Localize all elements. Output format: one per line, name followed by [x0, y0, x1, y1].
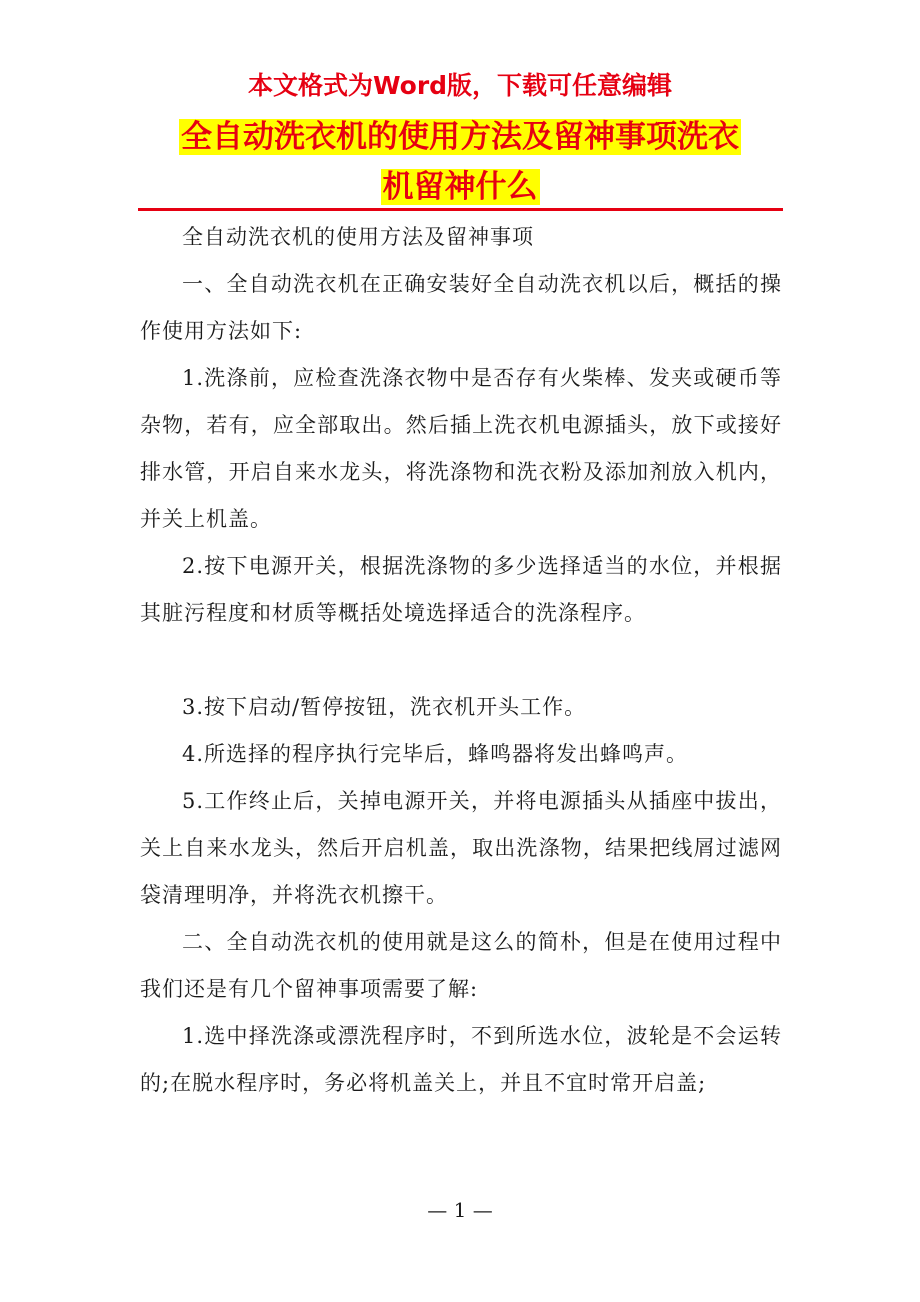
- paragraph-subtitle: 全自动洗衣机的使用方法及留神事项: [182, 225, 534, 249]
- paragraph-section-1-intro: 一、全自动洗衣机在正确安装好全自动洗衣机以后，概括的操作使用方法如下:: [140, 272, 782, 343]
- format-notice: 本文格式为Word版，下载可任意编辑: [247, 71, 673, 100]
- paragraph-step-4: 4.所选择的程序执行完毕后，蜂鸣器将发出蜂鸣声。: [182, 742, 689, 766]
- paragraph-step-5: 5.工作终止后，关掉电源开关，并将电源插头从插座中拔出，关上自来水龙头，然后开启机盖，取出洗涤物，结果把线屑过滤网袋清理明净，并将洗衣机擦干。: [140, 789, 782, 907]
- title-line-2: 机留神什么: [382, 169, 538, 205]
- paragraph-section-2-intro: 二、全自动洗衣机的使用就是这么的简朴，但是在使用过程中我们还是有几个留神事项需要了解:: [140, 930, 782, 1001]
- paragraph-note-1: 1.选中择洗涤或漂洗程序时，不到所选水位，波轮是不会运转的;在脱水程序时，务必将机盖关上，并且不宜时常开启盖;: [140, 1024, 782, 1095]
- title-line-1: 全自动洗衣机的使用方法及留神事项洗衣: [181, 119, 739, 155]
- paragraph-step-1: 1.洗涤前，应检查洗涤衣物中是否存有火柴棒、发夹或硬币等杂物，若有，应全部取出。然后插上洗衣机电源插头，放下或接好排水管，开启自来水龙头，将洗涤物和洗衣粉及添加剂放入机内，并关上机盖。: [140, 366, 782, 531]
- page-number: — 1 —: [427, 1198, 493, 1222]
- document-title: [138, 112, 782, 212]
- document-body: [140, 214, 782, 1107]
- paragraph-step-2: 2.按下电源开关，根据洗涤物的多少选择适当的水位，并根据其脏污程度和材质等概括处境选择适合的洗涤程序。: [140, 554, 782, 625]
- title-divider: [138, 208, 783, 211]
- paragraph-step-3: 3.按下启动/暂停按钮，洗衣机开头工作。: [182, 695, 587, 719]
